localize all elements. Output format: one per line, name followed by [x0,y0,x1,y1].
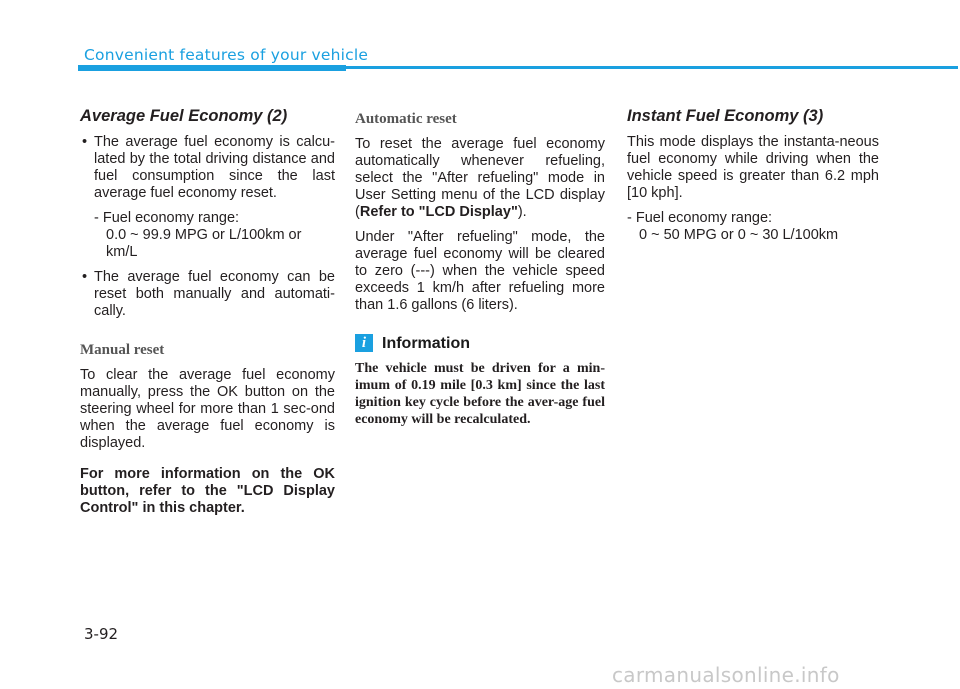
info-icon: i [355,334,373,352]
auto-reset-text-a: To reset the average fuel economy automatically whenever refueling, select the "After refueling" mode in User Setting menu of the LCD display ( [355,136,605,220]
auto-reset-text [355,136,605,221]
watermark: carmanualsonline.info [612,663,840,687]
manual-reset-text: To clear the average fuel economy manually, press the OK button on the steering wheel for more than 1 sec-ond when the average fuel economy is displayed. [80,367,335,451]
column-right [627,108,879,252]
column-left [80,108,335,525]
page-number: 3-92 [84,625,119,643]
avg-fuel-range-label: - Fuel economy range: [94,210,240,226]
instant-fuel-text: This mode displays the instanta-neous fuel economy while driving when the vehicle speed is greater than 6.2 mph [10 kph]. [627,134,879,201]
instant-fuel-range [627,210,879,244]
avg-fuel-bullet-1: • The average fuel economy is calcu-lated by the total driving distance and fuel consumption since the last average fuel economy reset. [80,134,335,202]
instant-fuel-range-label: - Fuel economy range: [627,210,773,226]
avg-fuel-range-value: 0.0 ~ 99.9 MPG or L/100km or km/L [106,227,302,260]
instant-fuel-heading: Instant Fuel Economy (3) [627,107,824,125]
section-header: Convenient features of your vehicle [84,46,369,64]
info-header [355,334,605,352]
info-title: Information [382,334,470,352]
avg-fuel-bullet-2: • The average fuel economy can be reset both manually and automati-cally. [80,269,335,320]
avg-fuel-heading: Average Fuel Economy (2) [80,107,288,125]
avg-fuel-range [80,210,335,261]
after-refueling-text: Under "After refueling" mode, the average fuel economy will be cleared to zero (---) when the vehicle speed exceeds 1 km/h after refueling more than 1.6 gallons (6 liters). [355,229,605,313]
lcd-display-reference: Refer to "LCD Display" [359,204,518,220]
instant-fuel-range-value: 0 ~ 50 MPG or 0 ~ 30 L/100km [639,227,839,243]
column-middle [355,108,605,428]
header-accent-bar [78,65,346,71]
info-text: The vehicle must be driven for a min-imum of 0.19 mile [0.3 km] since the last ignition key cycle before the aver-age fuel economy will be recalculated. [355,361,605,427]
auto-reset-text-b: ). [517,204,527,220]
ok-button-note: For more information on the OK button, refer to the "LCD Display Control" in this chapter. [80,466,335,516]
manual-reset-heading: Manual reset [80,342,165,358]
auto-reset-heading: Automatic reset [355,111,457,127]
